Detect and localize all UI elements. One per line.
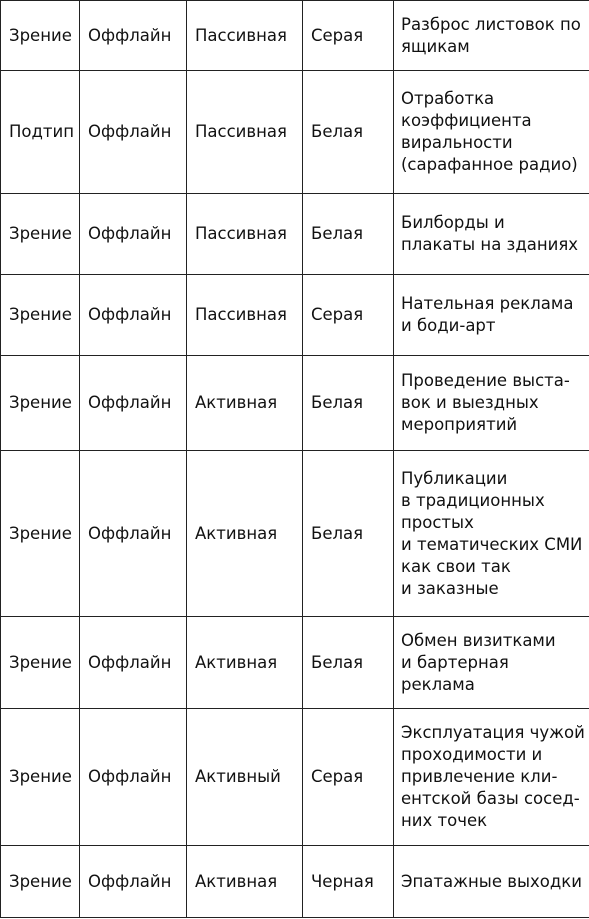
cell-channel: Оффлайн xyxy=(80,194,187,275)
cell-description xyxy=(394,275,589,356)
cell-channel: Оффлайн xyxy=(80,451,187,617)
cell-mode: Пассивная xyxy=(187,71,303,194)
cell-description xyxy=(394,617,589,709)
description-line: коэффициента xyxy=(401,111,532,130)
cell-sense: Зрение xyxy=(1,356,80,451)
cell-sense: Подтип xyxy=(1,71,80,194)
description-line: Разброс листовок по xyxy=(401,14,581,34)
description-line: виральности xyxy=(401,133,513,152)
description-line: Эпатажные выходки xyxy=(401,871,582,891)
cell-mode: Активная xyxy=(187,617,303,709)
table-row xyxy=(1,617,589,709)
description-line: ентской базы сосед- xyxy=(401,789,580,808)
cell-color: Серая xyxy=(303,1,394,71)
cell-channel: Оффлайн xyxy=(80,356,187,451)
description-line: и бартерная xyxy=(401,652,509,672)
cell-color: Серая xyxy=(303,275,394,356)
cell-description xyxy=(394,1,589,71)
cell-mode: Пассивная xyxy=(187,194,303,275)
cell-color: Черная xyxy=(303,846,394,918)
cell-sense: Зрение xyxy=(1,709,80,846)
cell-mode: Пассивная xyxy=(187,1,303,71)
description-line: Обмен визитками xyxy=(401,630,556,650)
cell-description xyxy=(394,356,589,451)
description-line: вок и выездных xyxy=(401,393,539,412)
cell-mode: Активная xyxy=(187,356,303,451)
description-line: в традиционных xyxy=(401,490,545,510)
description-line: Билборды и xyxy=(401,213,505,232)
table-row xyxy=(1,1,589,71)
cell-channel: Оффлайн xyxy=(80,71,187,194)
cell-mode: Активный xyxy=(187,709,303,846)
description-line: плакаты на зданиях xyxy=(401,235,579,254)
cell-sense: Зрение xyxy=(1,194,80,275)
description-line: Отработка xyxy=(401,89,495,108)
description-line: мероприятий xyxy=(401,415,518,434)
cell-channel: Оффлайн xyxy=(80,1,187,71)
cell-sense: Зрение xyxy=(1,617,80,709)
description-line: ящикам xyxy=(401,36,470,56)
cell-color: Серая xyxy=(303,709,394,846)
cell-color: Белая xyxy=(303,71,394,194)
table-row xyxy=(1,846,589,918)
description-line: и заказные xyxy=(401,578,499,598)
table-body xyxy=(1,1,589,918)
description-line: реклама xyxy=(401,674,475,694)
cell-sense: Зрение xyxy=(1,846,80,918)
description-line: и тематических СМИ xyxy=(401,534,583,554)
description-line: Публикации xyxy=(401,468,508,488)
description-line: Проведение выста- xyxy=(401,371,570,390)
cell-sense: Зрение xyxy=(1,451,80,617)
cell-description xyxy=(394,194,589,275)
cell-channel: Оффлайн xyxy=(80,617,187,709)
description-line: привлечение кли- xyxy=(401,767,558,786)
table-row xyxy=(1,194,589,275)
table-row xyxy=(1,451,589,617)
cell-sense: Зрение xyxy=(1,275,80,356)
cell-channel: Оффлайн xyxy=(80,846,187,918)
cell-channel: Оффлайн xyxy=(80,709,187,846)
cell-mode: Пассивная xyxy=(187,275,303,356)
description-line: (сарафанное радио) xyxy=(401,155,578,174)
cell-description xyxy=(394,709,589,846)
cell-description xyxy=(394,451,589,617)
table-row xyxy=(1,275,589,356)
description-line: и боди-арт xyxy=(401,316,496,335)
cell-description xyxy=(394,71,589,194)
cell-mode: Активная xyxy=(187,451,303,617)
cell-description xyxy=(394,846,589,918)
description-line: них точек xyxy=(401,811,488,830)
description-line: Нательная реклама xyxy=(401,294,574,313)
cell-color: Белая xyxy=(303,451,394,617)
table-row xyxy=(1,71,589,194)
table-row xyxy=(1,356,589,451)
cell-color: Белая xyxy=(303,356,394,451)
description-line: Эксплуатация чужой xyxy=(401,723,585,742)
cell-channel: Оффлайн xyxy=(80,275,187,356)
cell-color: Белая xyxy=(303,194,394,275)
description-line: простых xyxy=(401,512,474,532)
cell-color: Белая xyxy=(303,617,394,709)
description-line: проходимости и xyxy=(401,745,543,764)
cell-sense: Зрение xyxy=(1,1,80,71)
description-line: как свои так xyxy=(401,556,511,576)
table-row xyxy=(1,709,589,846)
cell-mode: Активная xyxy=(187,846,303,918)
